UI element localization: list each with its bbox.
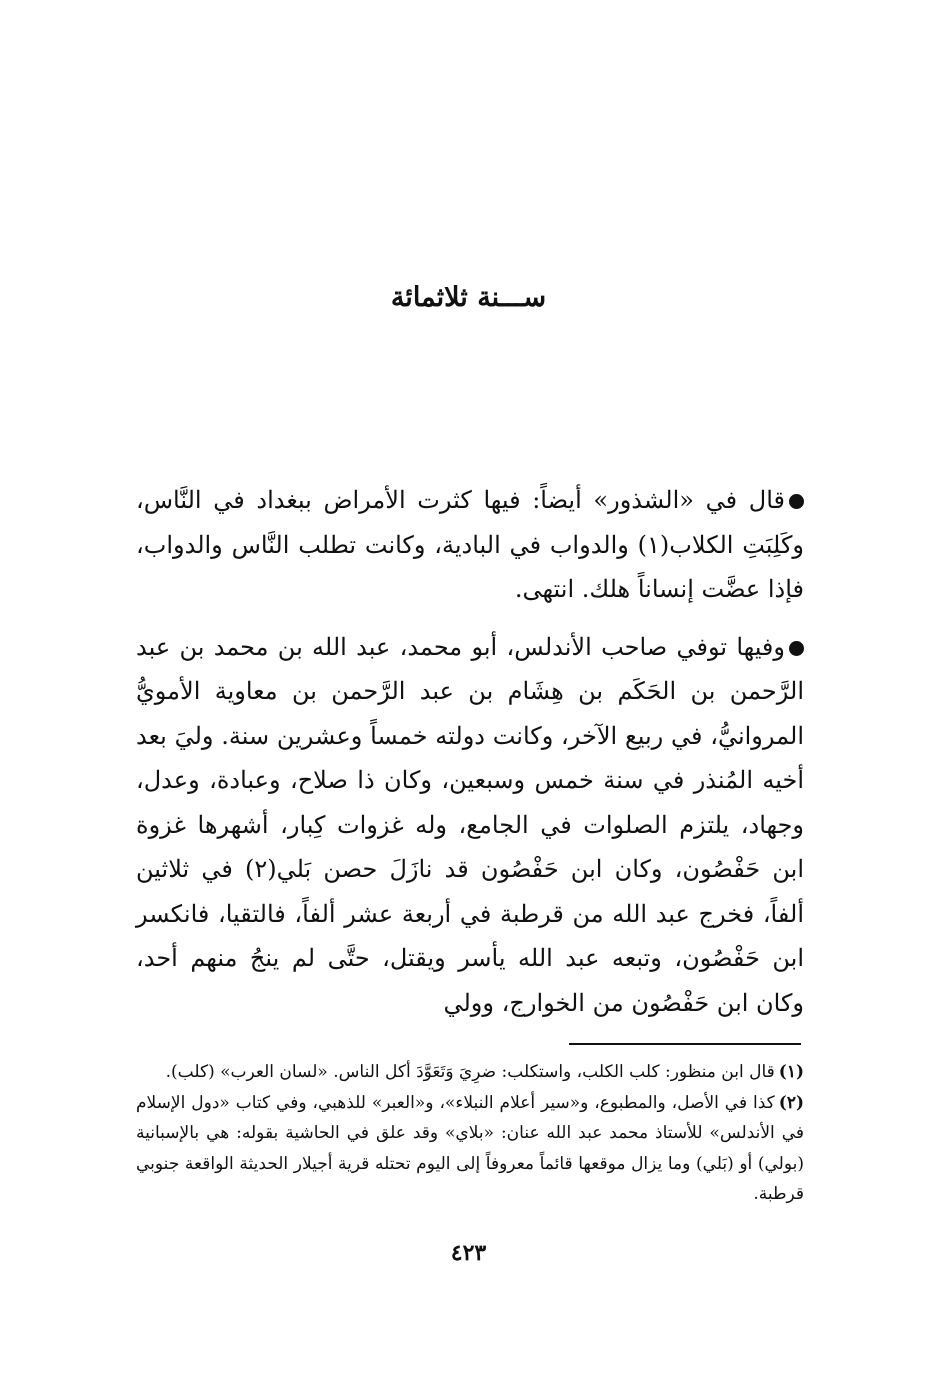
paragraph-1-text: قال في «الشذور» أيضاً: فيها كثرت الأمراض ببغداد في النَّاس، وكَلِبَتِ الكلاب(١) والدواب في البادية، وكانت تطلب النَّاس والدواب، فإذا عضَّت إنساناً هلك. انتهى. — [136, 486, 805, 603]
footnote-divider — [569, 1043, 801, 1045]
paragraph-2 — [136, 625, 804, 1026]
bullet-icon — [789, 494, 804, 509]
footnote-number: (٢) — [778, 1092, 804, 1113]
main-text — [136, 478, 804, 1038]
bullet-icon — [789, 641, 804, 656]
chapter-heading: ســـنة ثلاثمائة — [390, 282, 547, 313]
footnote-text: كذا في الأصل، والمطبوع، و«سير أعلام النبلاء»، و«العبر» للذهبي، وفي كتاب «دول الإسلام في الأندلس» للأستاذ محمد عبد الله عنان: «بلاي» وقد علق في الحاشية بقوله: هي بالإسبانية (بولي) أو (بَلي) وما يزال موقعها قائماً معروفاً إلى اليوم تحتله قرية أجيلار الحديثة الواقعة جنوبي قرطبة. — [136, 1092, 804, 1204]
paragraph-2-text: وفيها توفي صاحب الأندلس، أبو محمد، عبد الله بن محمد بن عبد الرَّحمن بن الحَكَم بن هِشَام بن عبد الرَّحمن بن معاوية الأمويُّ المروانيُّ، في ربيع الآخر، وكانت دولته خمساً وعشرين سنة. وليَ بعد أخيه المُنذر في سنة خمس وسبعين، وكان ذا صلاح، وعبادة، وعدل، وجهاد، يلتزم الصلوات في الجامع، وله غزوات كِبار، أشهرها غزوة ابن حَفْصُون، وكان ابن حَفْصُون قد نازَلَ حصن بَلي(٢) في ثلاثين ألفاً، فخرج عبد الله من قرطبة في أربعة عشر ألفاً، فالتقيا، فانكسر ابن حَفْصُون، وتبعه عبد الله يأسر ويقتل، حتَّى لم ينجُ منهم أحد، وكان ابن حَفْصُون من الخوارج، وولي — [136, 632, 804, 1017]
footnotes — [136, 1057, 804, 1210]
footnote-text: قال ابن منظور: كلب الكلب، واستكلب: ضرِيَ وَتَعَوَّدَ أكل الناس. «لسان العرب» (كلب). — [165, 1062, 775, 1082]
footnote-number: (١) — [778, 1062, 804, 1082]
page-number: ٤٢٣ — [450, 1240, 487, 1266]
footnote-1 — [136, 1057, 804, 1088]
footnote-2 — [136, 1088, 804, 1210]
paragraph-1 — [136, 478, 804, 612]
